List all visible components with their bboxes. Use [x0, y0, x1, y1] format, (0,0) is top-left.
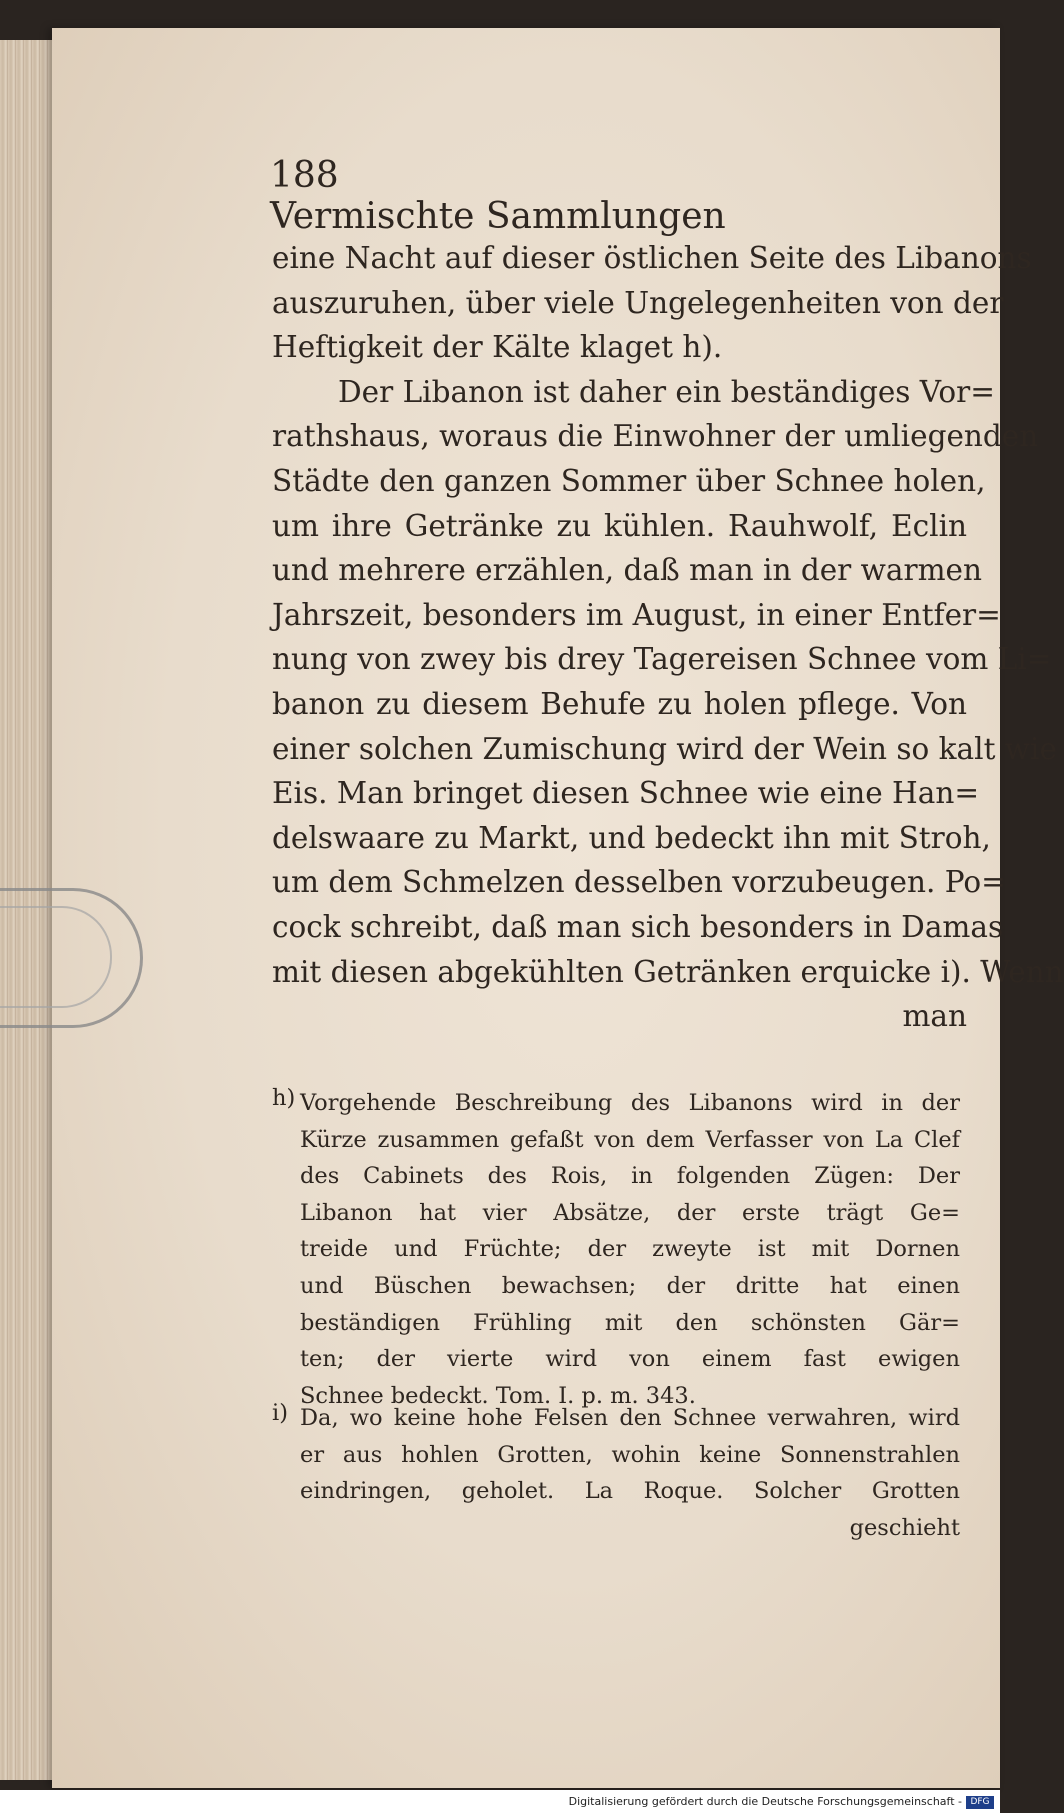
- footnote-line: Da, wo keine hohe Felsen den Schnee verwahren, wird: [300, 1405, 960, 1431]
- footnote-line: und Büschen bewachsen; der dritte hat einen: [300, 1272, 960, 1299]
- footnote-h: [272, 1085, 960, 1414]
- body-text: [272, 236, 1064, 1039]
- body-line: auszuruhen, über viele Ungelegenheiten von der: [272, 285, 1004, 320]
- footnote-label: h): [272, 1085, 296, 1111]
- body-line: eine Nacht auf dieser östlichen Seite des Libanons: [272, 241, 1032, 275]
- body-line: um dem Schmelzen desselben vorzubeugen. Po=: [272, 865, 1006, 900]
- body-line: rathshaus, woraus die Einwohner der umliegenden: [272, 419, 1039, 454]
- page-number: 188: [270, 155, 339, 196]
- body-line: Städte den ganzen Sommer über Schnee holen,: [272, 463, 986, 498]
- catchword: man: [902, 999, 967, 1034]
- body-line: Heftigkeit der Kälte klaget h).: [272, 330, 723, 365]
- digitization-credit: Digitalisierung gefördert durch die Deutsche Forschungsgemeinschaft -: [568, 1795, 962, 1808]
- clip-inner-outline: [0, 906, 112, 1008]
- body-line: Der Libanon ist daher ein beständiges Vor=: [338, 374, 995, 409]
- footnote-line: beständigen Frühling mit den schönsten Gär=: [300, 1309, 960, 1336]
- body-line: delswaare zu Markt, und bedeckt ihn mit Stroh,: [272, 820, 991, 855]
- body-line: banon zu diesem Behufe zu holen pflege. Von: [272, 686, 967, 721]
- body-line: mit diesen abgekühlten Getränken erquicke i). Wenn: [272, 954, 1064, 989]
- footnote-line: treide und Früchte; der zweyte ist mit Dornen: [300, 1236, 960, 1263]
- footnote-line: eindringen, geholet. La Roque. Solcher Grotten: [300, 1478, 960, 1505]
- footnote-line: Vorgehende Beschreibung des Libanons wird in der: [300, 1090, 960, 1116]
- dfg-logo: DFG: [966, 1796, 994, 1809]
- footnote-line: des Cabinets des Rois, in folgenden Zügen: Der: [300, 1163, 960, 1190]
- body-line: cock schreibt, daß man sich besonders in Damas: [272, 909, 1004, 944]
- running-title: Vermischte Sammlungen: [270, 196, 726, 237]
- footnote-line: er aus hohlen Grotten, wohin keine Sonnenstrahlen: [300, 1441, 960, 1468]
- footnote-catchword: geschieht: [849, 1514, 960, 1541]
- footnote-line: ten; der vierte wird von einem fast ewigen: [300, 1346, 960, 1373]
- footnote-line: Schnee bedeckt. Tom. I. p. m. 343.: [300, 1382, 696, 1409]
- body-line: Eis. Man bringet diesen Schnee wie eine Han=: [272, 776, 980, 811]
- body-line: nung von zwey bis drey Tagereisen Schnee vom Li=: [272, 642, 1052, 677]
- footnote-i: [272, 1400, 960, 1546]
- body-line: Jahrszeit, besonders im August, in einer Entfer=: [272, 597, 1001, 632]
- footnote-line: Kürze zusammen gefaßt von dem Verfasser von La Clef: [300, 1126, 960, 1153]
- page-header: [270, 155, 830, 237]
- footnote-label: i): [272, 1400, 288, 1426]
- body-line: einer solchen Zumischung wird der Wein so kalt wie: [272, 731, 1057, 766]
- body-line: um ihre Getränke zu kühlen. Rauhwolf, Eclin: [272, 508, 967, 543]
- footnote-line: Libanon hat vier Absätze, der erste trägt Ge=: [300, 1199, 960, 1226]
- body-line: und mehrere erzählen, daß man in der warmen: [272, 553, 983, 588]
